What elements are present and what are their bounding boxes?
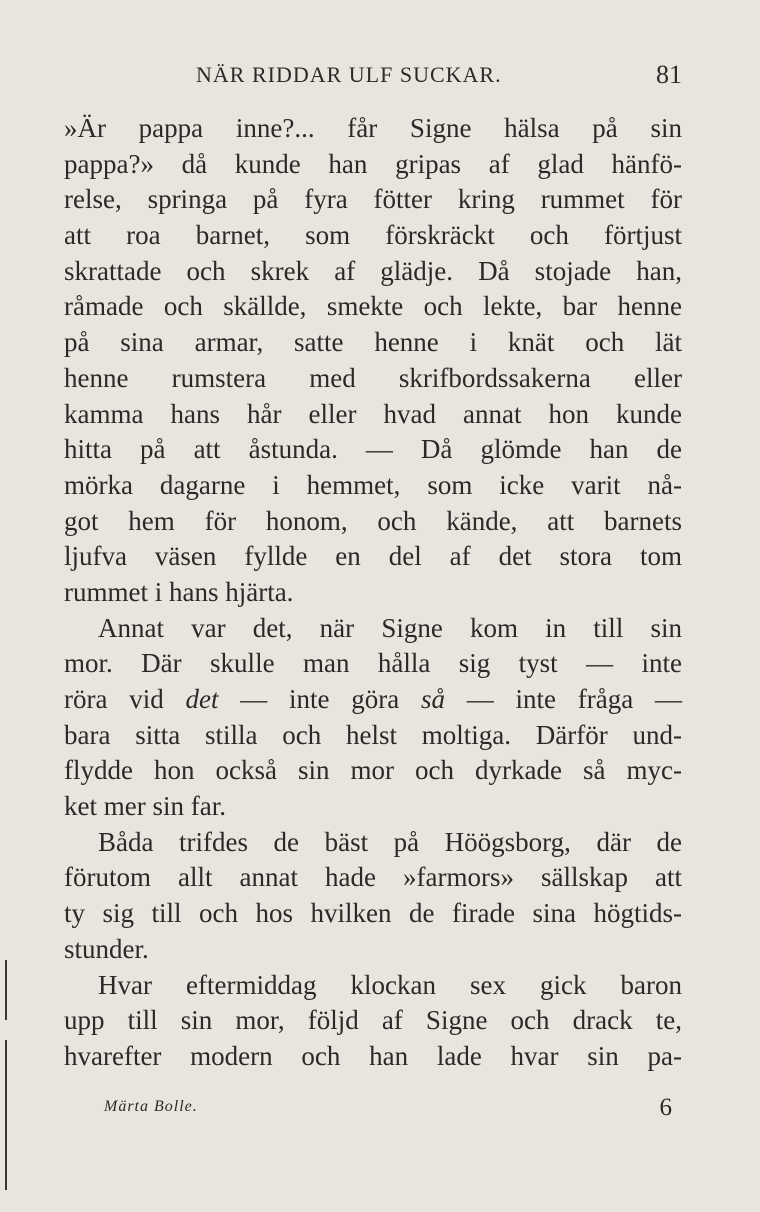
text-line: upp till sin mor, följd af Signe och drack te,: [64, 1005, 682, 1036]
signature-mark: Märta Bolle.: [104, 1098, 198, 1115]
margin-rule: [5, 960, 7, 1020]
text-line: mor. Där skulle man hålla sig tyst — inte: [64, 648, 682, 679]
text-line: skrattade och skrek af glädje. Då stojade han,: [64, 255, 682, 286]
page-footer: [64, 1094, 682, 1128]
text-line: ket mer sin far.: [64, 791, 226, 822]
text-line: på sina armar, satte henne i knät och lät: [64, 327, 682, 358]
text-line: hitta på att åstunda. — Då glömde han de: [64, 434, 682, 465]
text-line: henne rumstera med skrifbordssakerna eller: [64, 362, 682, 393]
text-line: att roa barnet, som förskräckt och förtjust: [64, 220, 682, 251]
text-line: bara sitta stilla och helst moltiga. Därför und-: [64, 719, 682, 750]
text-line: got hem för honom, och kände, att barnets: [64, 505, 682, 536]
text-fragment: — inte göra: [218, 684, 422, 714]
text-fragment: röra vid: [64, 684, 186, 714]
text-fragment: — inte fråga —: [445, 684, 683, 714]
text-line: rummet i hans hjärta.: [64, 576, 294, 607]
text-line: »Är pappa inne?... får Signe hälsa på sin: [64, 113, 682, 143]
text-line: förutom allt annat hade »farmors» sällskap att: [64, 862, 682, 893]
page-header: [64, 58, 682, 92]
text-line: Hvar eftermiddag klockan sex gick baron: [98, 969, 682, 1000]
text-line: ljufva väsen fyllde en del af det stora tom: [64, 541, 682, 572]
text-line: pappa?» då kunde han gripas af glad hänfö-: [64, 148, 682, 179]
emphasis-word: så: [421, 684, 446, 714]
text-line-mixed: [64, 682, 682, 718]
margin-rule: [5, 1040, 7, 1190]
body-text: [64, 111, 682, 1075]
emphasis-word: det: [185, 684, 219, 714]
running-title: NÄR RIDDAR ULF SUCKAR.: [196, 62, 502, 87]
text-line: Båda trifdes de bäst på Höögsborg, där de: [98, 826, 682, 857]
text-line: flydde hon också sin mor och dyrkade så myc-: [64, 755, 682, 786]
text-line: råmade och skällde, smekte och lekte, bar henne: [64, 291, 682, 322]
text-line: Annat var det, när Signe kom in till sin: [98, 612, 682, 643]
text-line: mörka dagarne i hemmet, som icke varit nå-: [64, 469, 682, 500]
page-number: 81: [656, 60, 682, 89]
text-line: kamma hans hår eller hvad annat hon kunde: [64, 398, 682, 429]
signature-number: 6: [659, 1094, 672, 1121]
text-line: hvarefter modern och han lade hvar sin pa-: [64, 1040, 682, 1071]
text-line: ty sig till och hos hvilken de firade sina högtids-: [64, 898, 682, 929]
text-line: relse, springa på fyra fötter kring rummet för: [64, 184, 682, 215]
text-line: stunder.: [64, 933, 149, 964]
